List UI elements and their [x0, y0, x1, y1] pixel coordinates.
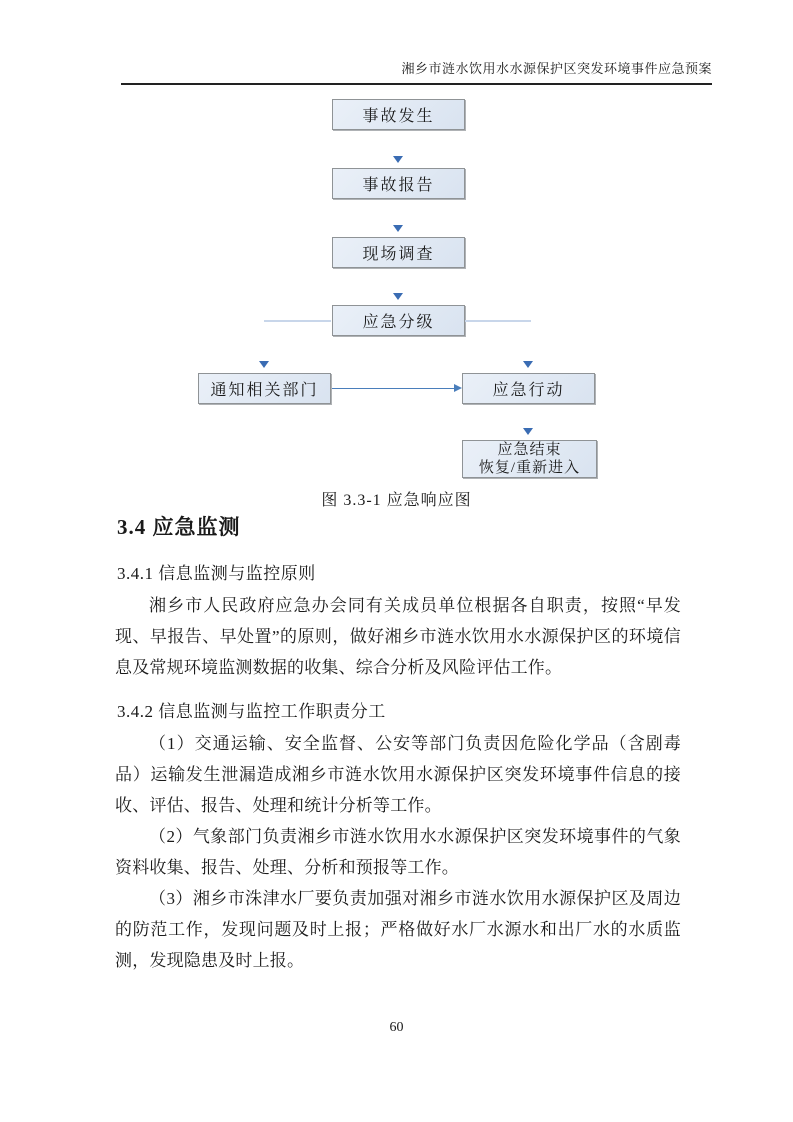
paragraph-duty-item-1: （1）交通运输、安全监督、公安等部门负责因危险化学品（含剧毒品）运输发生泄漏造成湘乡市涟水饮用水源保护区突发环境事件信息的接收、评估、报告、处理和统计分析等工作。	[115, 734, 681, 815]
down-arrow-icon	[393, 293, 403, 300]
down-arrow-icon	[523, 361, 533, 368]
flow-node-emergency-end	[462, 440, 597, 478]
flow-node-site-investigation	[332, 237, 465, 268]
page-number: 60	[389, 1020, 404, 1035]
flow-node-label: 应急分级	[362, 314, 435, 331]
flow-node-label: 通知相关部门	[210, 382, 319, 399]
flow-node-label-line2: 恢复/重新进入	[478, 460, 581, 476]
right-arrow-icon	[454, 384, 462, 392]
flow-node-emergency-grading	[332, 305, 465, 336]
flow-node-accident-occurs	[332, 99, 465, 130]
down-arrow-icon	[393, 156, 403, 163]
subsection-heading-3-4-1: 3.4.1 信息监测与监控原则	[117, 564, 316, 583]
flow-node-notify-departments	[198, 373, 331, 404]
figure-caption: 图 3.3-1 应急响应图	[321, 492, 472, 509]
flow-branch-line-left	[264, 320, 331, 322]
flow-connector-line	[332, 388, 455, 389]
subsection-heading-3-4-2: 3.4.2 信息监测与监控工作职责分工	[117, 702, 386, 721]
flow-node-label: 现场调查	[362, 246, 435, 263]
flow-node-label: 事故发生	[362, 108, 435, 125]
emergency-response-flowchart	[0, 0, 793, 520]
document-body	[115, 512, 681, 976]
flow-node-label: 事故报告	[362, 177, 435, 194]
flow-node-label: 应急行动	[492, 382, 565, 399]
flow-branch-line-right	[465, 320, 531, 322]
flow-node-accident-report	[332, 168, 465, 199]
down-arrow-icon	[523, 428, 533, 435]
flow-node-emergency-action	[462, 373, 595, 404]
page-header-title: 湘乡市涟水饮用水水源保护区突发环境事件应急预案	[121, 58, 712, 85]
down-arrow-icon	[259, 361, 269, 368]
paragraph-duty-item-3: （3）湘乡市洙津水厂要负责加强对湘乡市涟水饮用水源保护区及周边的防范工作，发现问题及时上报；严格做好水厂水源水和出厂水的水质监测，发现隐患及时上报。	[115, 889, 681, 970]
paragraph-duty-item-2: （2）气象部门负责湘乡市涟水饮用水水源保护区突发环境事件的气象资料收集、报告、处理、分析和预报等工作。	[115, 827, 681, 877]
down-arrow-icon	[393, 225, 403, 232]
section-heading-3-4: 3.4 应急监测	[117, 515, 241, 539]
paragraph-monitoring-principle: 湘乡市人民政府应急办会同有关成员单位根据各自职责，按照“早发现、早报告、早处置”的原则，做好湘乡市涟水饮用水水源保护区的环境信息及常规环境监测数据的收集、综合分析及风险评估工作。	[115, 596, 681, 677]
flow-node-label-line1: 应急结束	[497, 442, 562, 458]
